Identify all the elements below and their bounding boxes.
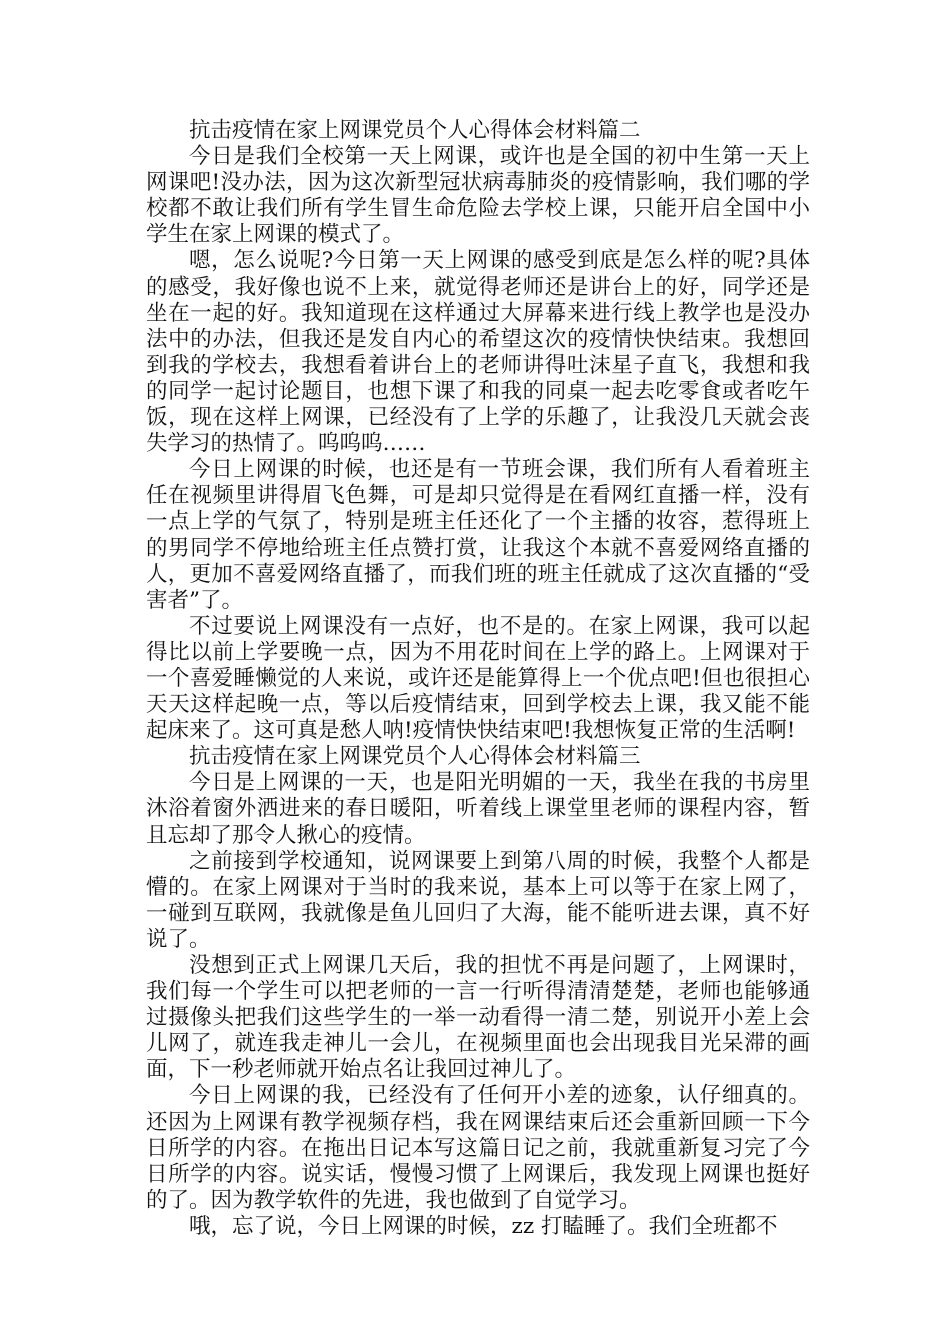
section-heading-3: 抗击疫情在家上网课党员个人心得体会材料篇三	[189, 744, 641, 770]
paragraph: 今日是我们全校第一天上网课，或许也是全国的初中生第一天上网课吧!没办法，因为这次新型冠状病毒肺炎的疫情影响，我们哪的学校都不敢让我们所有学生冒生命危险去学校上课，只能开启全国中小学生在家上网课的模式了。	[146, 144, 810, 248]
paragraph: 今日上网课的我，已经没有了任何开小差的迹象，认仔细真的。还因为上网课有教学视频存档，我在网课结束后还会重新回顾一下今日所学的内容。在拖出日记本写这篇日记之前，我就重新复习完了今日所学的内容。说实话，慢慢习惯了上网课后，我发现上网课也挺好的了。因为教学软件的先进，我也做到了自觉学习。	[146, 1083, 810, 1213]
paragraph: 今日上网课的时候，也还是有一节班会课，我们所有人看着班主任在视频里讲得眉飞色舞，可是却只觉得是在看网红直播一样，没有一点上学的气氛了，特别是班主任还化了一个主播的妆容，惹得班上的男同学不停地给班主任点赞打赏，让我这个本就不喜爱网络直播的人，更加不喜爱网络直播了，而我们班的班主任就成了这次直播的“受害者”了。	[146, 457, 810, 613]
document-page	[146, 118, 810, 1240]
paragraph: 之前接到学校通知，说网课要上到第八周的时候，我整个人都是懵的。在家上网课对于当时的我来说，基本上可以等于在家上网了，一碰到互联网，我就像是鱼儿回归了大海，能不能听进去课，真不好说了。	[146, 848, 810, 952]
paragraph: 没想到正式上网课几天后，我的担忧不再是问题了，上网课时，我们每一个学生可以把老师的一言一行听得清清楚楚，老师也能够通过摄像头把我们这些学生的一举一动看得一清二楚，别说开小差上会儿网了，就连我走神儿一会儿，在视频里面也会出现我目光呆滞的画面，下一秒老师就开始点名让我回过神儿了。	[146, 953, 810, 1083]
paragraph: 今日是上网课的一天，也是阳光明媚的一天，我坐在我的书房里沐浴着窗外洒进来的春日暖阳，听着线上课堂里老师的课程内容，暂且忘却了那令人揪心的疫情。	[146, 770, 810, 848]
paragraph: 哦，忘了说，今日上网课的时候，zz 打瞌睡了。我们全班都不	[189, 1213, 778, 1239]
section-heading-2: 抗击疫情在家上网课党员个人心得体会材料篇二	[189, 118, 641, 143]
paragraph: 不过要说上网课没有一点好，也不是的。在家上网课，我可以起得比以前上学要晚一点，因为不用花时间在上学的路上。上网课对于一个喜爱睡懒觉的人来说，或许还是能算得上一个优点吧!但也很担心天天这样起晚一点，等以后疫情结束，回到学校去上课，我又能不能起床来了。这可真是愁人呐!疫情快快结束吧!我想恢复正常的生活啊!	[146, 613, 810, 744]
paragraph: 嗯，怎么说呢?今日第一天上网课的感受到底是怎么样的呢?具体的感受，我好像也说不上来，就觉得老师还是讲台上的好，同学还是坐在一起的好。我知道现在这样通过大屏幕来进行线上教学也是没办法中的办法，但我还是发自内心的希望这次的疫情快快结束。我想回到我的学校去，我想看着讲台上的老师讲得吐沫星子直飞，我想和我的同学一起讨论题目，也想下课了和我的同桌一起去吃零食或者吃午饭，现在这样上网课，已经没有了上学的乐趣了，让我没几天就会丧失学习的热情了。呜呜呜……	[146, 248, 810, 457]
